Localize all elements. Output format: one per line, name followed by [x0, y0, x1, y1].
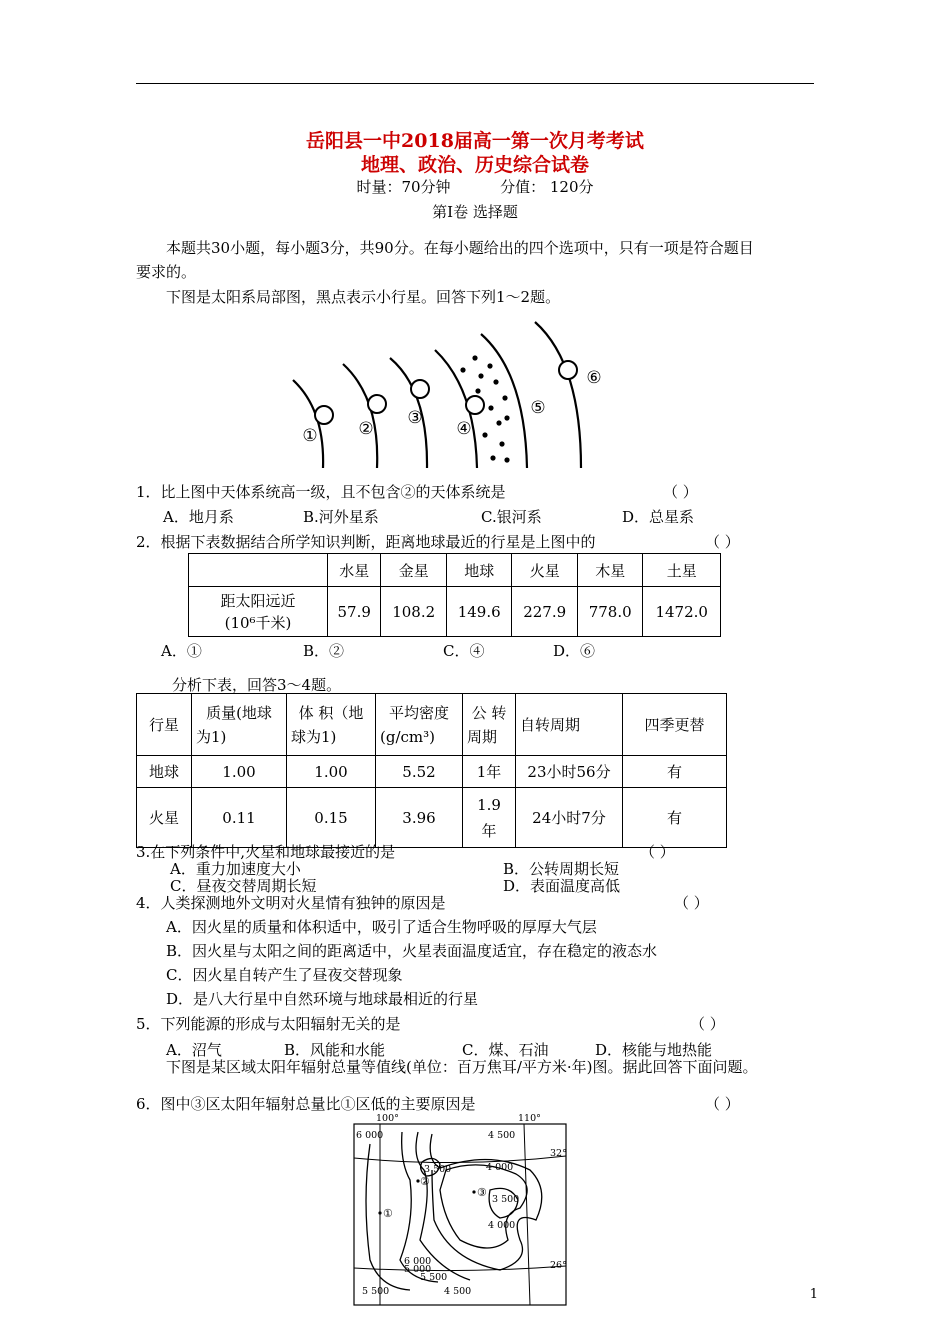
parallel-32: [354, 1156, 566, 1163]
table-header: 火星: [512, 554, 578, 587]
contour-label: 5 500: [420, 1272, 448, 1283]
table-header: 地球: [446, 554, 512, 587]
q1-option-a: A．地月系: [163, 508, 234, 526]
meridian-110: [524, 1124, 530, 1305]
t2-header: 质量(地球 为1): [192, 694, 287, 756]
q2-option-c: C．④: [443, 642, 485, 660]
contour-label: 5 500: [362, 1286, 390, 1297]
time-limit: 时量：70分钟: [356, 178, 451, 196]
t2-cell: 1年: [463, 756, 516, 788]
label-3: ③: [407, 408, 423, 428]
label-6: ⑥: [586, 368, 602, 388]
q4-option-b: B．因火星与太阳之间的距离适中，火星表面温度适宜，存在稳定的液态水: [166, 942, 658, 960]
q1-answer-paren: （ ）: [663, 483, 698, 501]
table-cell: 778.0: [577, 587, 643, 637]
q1-stem: 1．比上图中天体系统高一级，且不包含②的天体系统是: [136, 483, 506, 501]
planet-5-body: [466, 396, 484, 414]
orbit-2: [343, 364, 377, 468]
q2-option-a: A．①: [161, 642, 202, 660]
q4-option-d: D．是八大行星中自然环境与地球最相近的行星: [166, 990, 479, 1008]
q4-option-c: C．因火星自转产生了昼夜交替现象: [166, 966, 403, 984]
table-cell: 227.9: [512, 587, 578, 637]
q34-intro: 分析下表，回答3～4题。: [172, 676, 342, 694]
contour-label: 3 500: [492, 1194, 520, 1205]
point-1-dot: [378, 1211, 381, 1214]
table-cell: 1472.0: [643, 587, 721, 637]
table-header: 金星: [381, 554, 447, 587]
label-4: ④: [456, 419, 472, 439]
t2-header: 自转周期: [516, 694, 623, 756]
table-header: 水星: [328, 554, 381, 587]
planet-3-body: [368, 395, 386, 413]
table-cell: 149.6: [446, 587, 512, 637]
row-label-line2: (10⁶千米): [224, 613, 292, 632]
q4-answer-paren: （ ）: [674, 894, 709, 912]
orbit-1: [293, 380, 323, 468]
t2-header: 体 积（地 球为1): [287, 694, 376, 756]
t2-cell: 24小时7分: [516, 788, 623, 848]
point-label: ②: [420, 1175, 430, 1188]
point-label: ③: [477, 1186, 487, 1199]
contour-label: 6 000: [404, 1256, 432, 1267]
q3-option-a: A．重力加速度大小: [170, 860, 301, 878]
q3-answer-paren: （ ）: [640, 843, 675, 861]
lat-label: 26°: [550, 1260, 567, 1271]
q5-option-c: C．煤、石油: [462, 1041, 549, 1059]
q1-option-b: B.河外星系: [303, 508, 379, 526]
lon-label: 100°: [376, 1113, 399, 1124]
q2-option-b: B．②: [303, 642, 345, 660]
orbit-5: [481, 334, 527, 468]
contour-label: 6 000: [356, 1130, 384, 1141]
point-3-dot: [472, 1190, 475, 1193]
solar-system-figure: [285, 318, 615, 476]
q1-option-d: D．总星系: [622, 508, 695, 526]
q5-answer-paren: （ ）: [690, 1015, 725, 1033]
t2-cell: 0.11: [192, 788, 287, 848]
section-title: 第Ⅰ卷 选择题: [432, 203, 518, 221]
figure1-intro: 下图是太阳系局部图，黑点表示小行星。回答下列1～2题。: [166, 288, 561, 306]
header-rule: [136, 83, 814, 84]
t2-cell: 1.00: [192, 756, 287, 788]
t2-header: 平均密度 (g/cm³): [376, 694, 463, 756]
q3-option-d: D．表面温度高低: [503, 877, 621, 895]
contour-label: 5 000: [404, 1264, 432, 1275]
exam-title: 岳阳县一中2018届高一第一次月考考试: [306, 130, 644, 152]
q4-option-a: A．因火星的质量和体积适中，吸引了适合生物呼吸的厚厚大气层: [166, 918, 597, 936]
t2-cell: 3.96: [376, 788, 463, 848]
q5-option-a: A．沼气: [166, 1041, 222, 1059]
exam-subtitle: 地理、政治、历史综合试卷: [360, 154, 589, 176]
table-header: 木星: [577, 554, 643, 587]
t2-cell: 火星: [137, 788, 192, 848]
point-label: ①: [383, 1207, 393, 1220]
t2-header: 四季更替: [623, 694, 727, 756]
orbit-6: [535, 322, 581, 468]
planet-distance-table: [188, 553, 721, 637]
contour-4000: [440, 1165, 527, 1248]
lon-label: 110°: [518, 1113, 541, 1124]
q6-answer-paren: （ ）: [705, 1095, 740, 1113]
lat-label: 32°: [550, 1148, 567, 1159]
t2-cell: 有: [623, 788, 727, 848]
planet-4-body: [411, 380, 429, 398]
page-number: 1: [809, 1287, 818, 1302]
contour-label: 4 000: [488, 1220, 516, 1231]
q2-option-d: D．⑥: [553, 642, 596, 660]
label-1: ①: [302, 426, 318, 446]
q3-option-c: C．昼夜交替周期长短: [170, 877, 317, 895]
radiation-contour-map: [340, 1110, 580, 1308]
t2-cell: 1.9 年: [463, 788, 516, 848]
q5-option-b: B．风能和水能: [284, 1041, 386, 1059]
q3-stem: 3.在下列条件中,火星和地球最接近的是: [136, 843, 396, 861]
planet-7-body: [559, 361, 577, 379]
exam-meta: [0, 176, 950, 197]
intro-line2: 要求的。: [136, 263, 197, 281]
label-2: ②: [358, 419, 374, 439]
q6-intro: 下图是某区域太阳年辐射总量等值线(单位：百万焦耳/平方米·年)图。据此回答下面问题。: [166, 1058, 758, 1076]
table-cell: 108.2: [381, 587, 447, 637]
table-header-empty: [189, 554, 328, 587]
q4-stem: 4．人类探测地外文明对火星情有独钟的原因是: [136, 894, 446, 912]
planet-comparison-table: [136, 693, 727, 848]
intro-line1: 本题共30小题，每小题3分，共90分。在每小题给出的四个选项中，只有一项是符合题目: [166, 239, 754, 257]
row-label-line1: 距太阳远近: [220, 591, 296, 610]
contour-label: 3 500: [424, 1164, 452, 1175]
q6-stem: 6．图中③区太阳年辐射总量比①区低的主要原因是: [136, 1095, 476, 1113]
planet-2-body: [315, 406, 333, 424]
q1-option-c: C.银河系: [481, 508, 542, 526]
table-header: 土星: [643, 554, 721, 587]
q2-answer-paren: （ ）: [705, 533, 740, 551]
t2-cell: 0.15: [287, 788, 376, 848]
q2-stem: 2．根据下表数据结合所学知识判断，距离地球最近的行星是上图中的: [136, 533, 596, 551]
t2-header: 行星: [137, 694, 192, 756]
t2-cell: 地球: [137, 756, 192, 788]
q5-option-d: D．核能与地热能: [595, 1041, 713, 1059]
label-5: ⑤: [530, 398, 546, 418]
parallel-26: [354, 1266, 566, 1271]
t2-cell: 23小时56分: [516, 756, 623, 788]
t2-cell: 5.52: [376, 756, 463, 788]
contour-label: 4 500: [488, 1130, 516, 1141]
t2-cell: 有: [623, 756, 727, 788]
table-cell: 57.9: [328, 587, 381, 637]
contour-label: 4 500: [444, 1286, 472, 1297]
q3-option-b: B．公转周期长短: [503, 860, 620, 878]
contour-label: 4 000: [486, 1162, 514, 1173]
total-score: 分值： 120分: [500, 178, 594, 196]
row-label: [189, 587, 328, 637]
t2-cell: 1.00: [287, 756, 376, 788]
t2-header: 公 转 周期: [463, 694, 516, 756]
q5-stem: 5．下列能源的形成与太阳辐射无关的是: [136, 1015, 401, 1033]
